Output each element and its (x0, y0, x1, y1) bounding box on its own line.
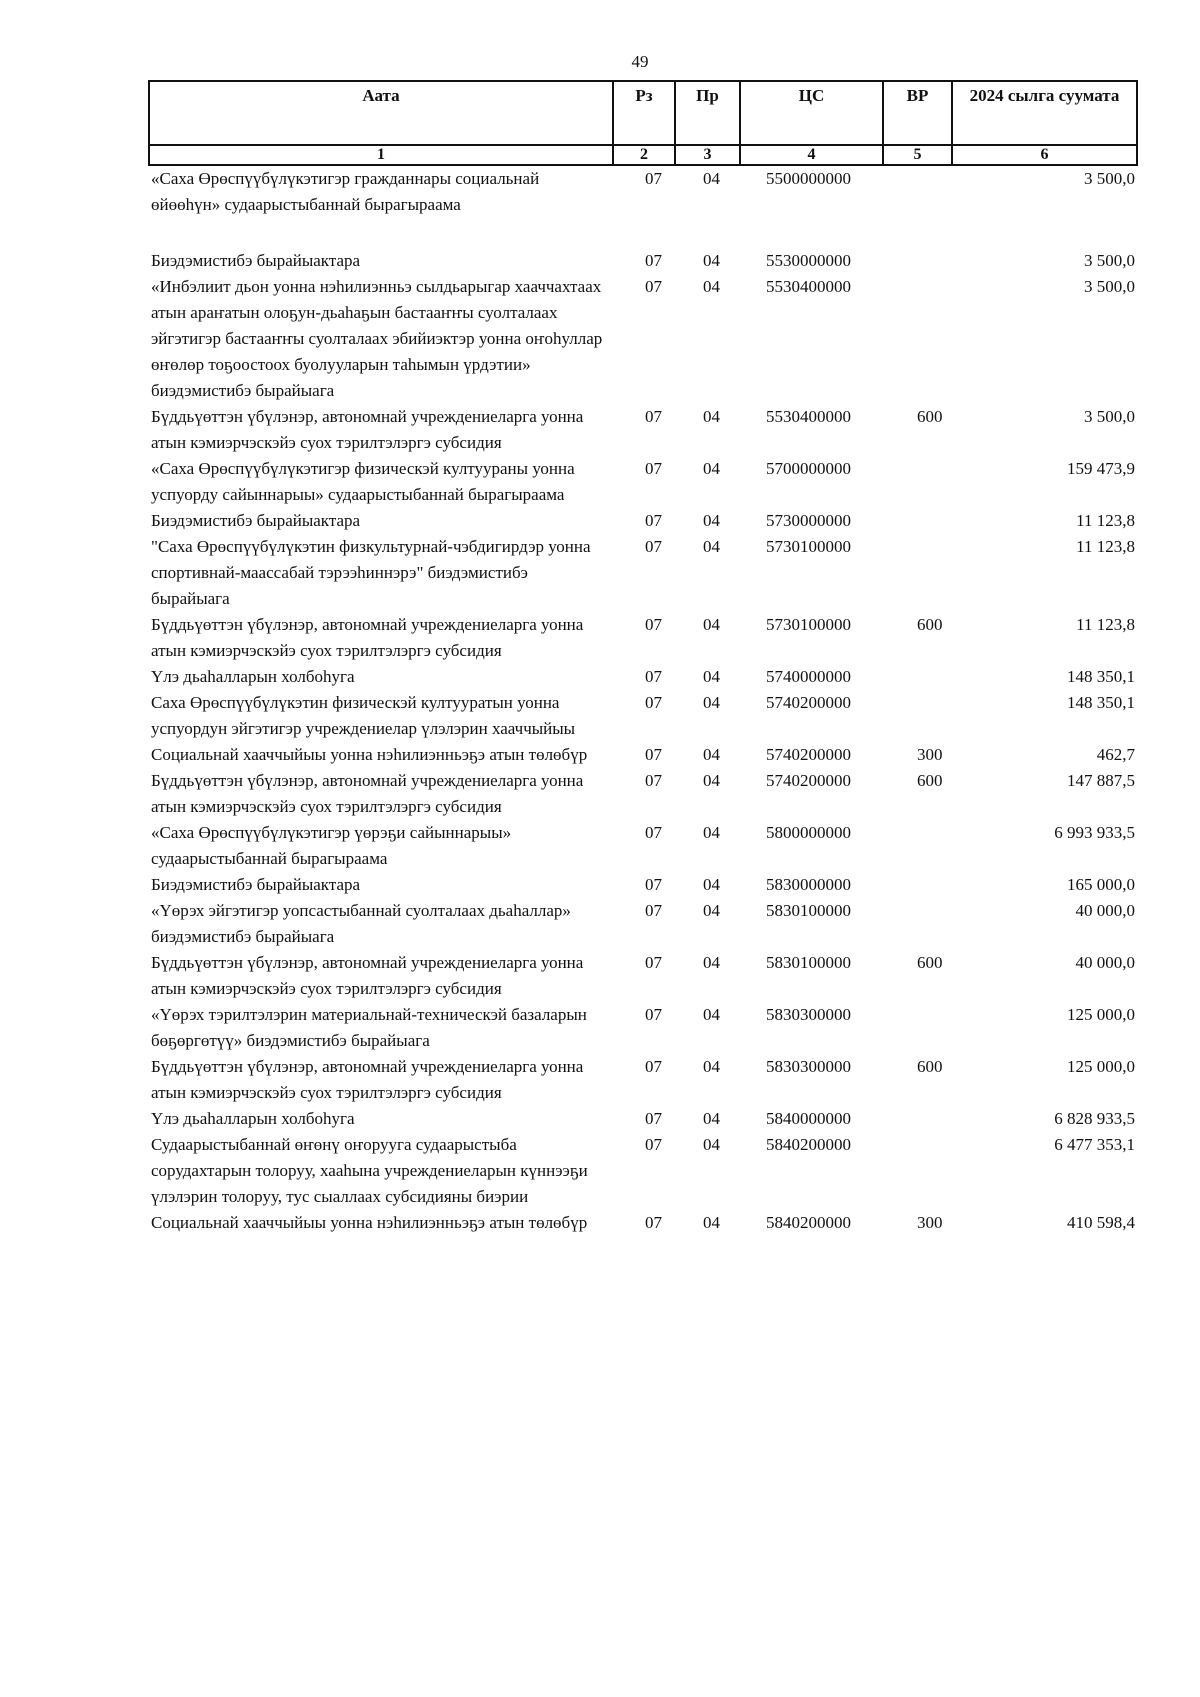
cell-amount: 40 000,0 (1075, 901, 1135, 920)
table-row (149, 248, 1137, 274)
table-row (149, 742, 1137, 768)
table-row (149, 1106, 1137, 1132)
cell-cs: 5740200000 (766, 745, 851, 764)
cell-rz: 07 (645, 1135, 662, 1154)
cell-cs: 5740000000 (766, 667, 851, 686)
cell-cs: 5730100000 (766, 537, 851, 556)
cell-pr: 04 (703, 1213, 720, 1232)
cell-name: Бүддьүөттэн үбүлэнэр, автономнай учреждениеларга уонна атын кэмиэрчэскэйэ суох тэрилтэлэргэ субсидия (151, 953, 584, 998)
table-row (149, 508, 1137, 534)
table-row (149, 768, 1137, 820)
cell-name: Бүддьүөттэн үбүлэнэр, автономнай учреждениеларга уонна атын кэмиэрчэскэйэ суох тэрилтэлэргэ субсидия (151, 771, 584, 816)
cell-name: Судаарыстыбаннай өҥөнү оҥорууга судаарыстыба сорудахтарын толоруу, хааһына учреждениеларын күннээҕи үлэлэрин толоруу, тус сыаллаах субсидияны биэрии (151, 1135, 588, 1206)
cell-cs: 5840000000 (766, 1109, 851, 1128)
table-row (149, 820, 1137, 872)
header-vr: ВР (883, 81, 952, 145)
cell-cs: 5830000000 (766, 875, 851, 894)
cell-pr: 04 (703, 953, 720, 972)
cell-pr: 04 (703, 1135, 720, 1154)
cell-pr: 04 (703, 511, 720, 530)
cell-amount: 3 500,0 (1084, 169, 1135, 188)
cell-pr: 04 (703, 251, 720, 270)
cell-amount: 125 000,0 (1067, 1057, 1135, 1076)
cell-pr: 04 (703, 901, 720, 920)
cell-rz: 07 (645, 875, 662, 894)
cell-name: Социальнай хааччыйыы уонна нэһилиэнньэҕэ атын төлөбүр (151, 1213, 588, 1232)
cell-vr (883, 664, 952, 690)
table-row (149, 1002, 1137, 1054)
cell-vr: 600 (917, 407, 943, 426)
cell-vr: 600 (917, 953, 943, 972)
cell-vr: 300 (917, 745, 943, 764)
cell-rz: 07 (645, 745, 662, 764)
cell-cs: 5500000000 (766, 169, 851, 188)
cell-vr (883, 1132, 952, 1210)
header-name: Аата (149, 81, 613, 145)
header-cs: ЦС (740, 81, 883, 145)
table-row (149, 1132, 1137, 1210)
cell-cs: 5830300000 (766, 1005, 851, 1024)
cell-cs: 5840200000 (766, 1135, 851, 1154)
cell-vr: 300 (917, 1213, 943, 1232)
cell-pr: 04 (703, 823, 720, 842)
spacer-cell (149, 218, 1137, 248)
table-row (149, 612, 1137, 664)
cell-name: «Саха Өрөспүүбүлүкэтигэр физическэй култуураны уонна успуорду сайыннарыы» судаарыстыбаннай бырагыраама (151, 459, 575, 504)
table-row (149, 690, 1137, 742)
cell-amount: 3 500,0 (1084, 251, 1135, 270)
cell-rz: 07 (645, 169, 662, 188)
cell-pr: 04 (703, 615, 720, 634)
cell-cs: 5700000000 (766, 459, 851, 478)
column-number: 4 (740, 145, 883, 165)
table-row (149, 872, 1137, 898)
cell-pr: 04 (703, 771, 720, 790)
cell-pr: 04 (703, 459, 720, 478)
table-row (149, 1210, 1137, 1236)
table-row (149, 534, 1137, 612)
cell-amount: 3 500,0 (1084, 277, 1135, 296)
cell-name: «Саха Өрөспүүбүлүкэтигэр гражданнары социальнай өйөөһүн» судаарыстыбаннай бырагыраама (151, 169, 540, 214)
cell-rz: 07 (645, 823, 662, 842)
cell-cs: 5740200000 (766, 771, 851, 790)
cell-rz: 07 (645, 1109, 662, 1128)
page-number: 49 (631, 52, 649, 71)
cell-vr (883, 508, 952, 534)
cell-rz: 07 (645, 1057, 662, 1076)
column-number: 3 (675, 145, 740, 165)
table-row (149, 898, 1137, 950)
cell-name: «Үөрэх тэрилтэлэрин материальнай-техническэй базаларын бөҕөргөтүү» биэдэмистибэ бырайыага (151, 1005, 587, 1050)
cell-amount: 3 500,0 (1084, 407, 1135, 426)
cell-rz: 07 (645, 511, 662, 530)
cell-amount: 165 000,0 (1067, 875, 1135, 894)
cell-rz: 07 (645, 537, 662, 556)
cell-rz: 07 (645, 901, 662, 920)
cell-vr (883, 534, 952, 612)
cell-vr: 600 (917, 615, 943, 634)
table-row (149, 950, 1137, 1002)
cell-vr (883, 690, 952, 742)
cell-pr: 04 (703, 169, 720, 188)
cell-rz: 07 (645, 1213, 662, 1232)
cell-cs: 5830100000 (766, 953, 851, 972)
cell-amount: 11 123,8 (1076, 615, 1135, 634)
cell-cs: 5530000000 (766, 251, 851, 270)
cell-pr: 04 (703, 667, 720, 686)
budget-table (148, 80, 1138, 1236)
cell-pr: 04 (703, 407, 720, 426)
table-row (149, 404, 1137, 456)
column-number: 5 (883, 145, 952, 165)
header-pr: Пр (675, 81, 740, 145)
cell-rz: 07 (645, 251, 662, 270)
cell-pr: 04 (703, 693, 720, 712)
cell-name: Саха Өрөспүүбүлүкэтин физическэй култууратын уонна успуордун эйгэтигэр учреждениелар үлэлэрин хааччыйыы (151, 693, 576, 738)
cell-name: Биэдэмистибэ бырайыактара (151, 251, 361, 270)
table-body (149, 165, 1137, 1236)
cell-pr: 04 (703, 1109, 720, 1128)
cell-pr: 04 (703, 277, 720, 296)
cell-amount: 40 000,0 (1075, 953, 1135, 972)
cell-pr: 04 (703, 537, 720, 556)
cell-cs: 5840200000 (766, 1213, 851, 1232)
cell-amount: 6 477 353,1 (1054, 1135, 1135, 1154)
cell-amount: 6 993 933,5 (1054, 823, 1135, 842)
cell-name: Биэдэмистибэ бырайыактара (151, 511, 361, 530)
cell-rz: 07 (645, 615, 662, 634)
cell-vr: 600 (917, 771, 943, 790)
cell-rz: 07 (645, 771, 662, 790)
row-spacer (149, 218, 1137, 248)
cell-amount: 148 350,1 (1067, 667, 1135, 686)
cell-vr (883, 274, 952, 404)
cell-name: Биэдэмистибэ бырайыактара (151, 875, 361, 894)
cell-name: «Үөрэх эйгэтигэр уопсастыбаннай суолталаах дьаһаллар» биэдэмистибэ бырайыага (151, 901, 571, 946)
cell-pr: 04 (703, 745, 720, 764)
table-row (149, 274, 1137, 404)
cell-rz: 07 (645, 667, 662, 686)
cell-rz: 07 (645, 953, 662, 972)
column-number: 2 (613, 145, 675, 165)
cell-cs: 5530400000 (766, 277, 851, 296)
cell-name: «Инбэлиит дьон уонна нэһилиэнньэ сылдьарыгар хааччахтаах атын араҥатын олоҕун-дьаһаҕын бастааҥҥы суолталаах эйгэтигэр бастааҥҥы суолталаах эбийиэктэр уонна оҥоһуллар өҥөлөр тоҕоостоох буолууларын таһымын үрдэтии» биэдэмистибэ бырайыага (151, 277, 603, 400)
table-row (149, 1054, 1137, 1106)
cell-pr: 04 (703, 1057, 720, 1076)
cell-amount: 11 123,8 (1076, 537, 1135, 556)
cell-amount: 125 000,0 (1067, 1005, 1135, 1024)
cell-vr (883, 1106, 952, 1132)
cell-vr (883, 820, 952, 872)
cell-cs: 5830100000 (766, 901, 851, 920)
cell-amount: 147 887,5 (1067, 771, 1135, 790)
cell-cs: 5730000000 (766, 511, 851, 530)
cell-name: "Саха Өрөспүүбүлүкэтин физкультурнай-чэбдигирдэр уонна спортивнай-маассабай тэрээһиннэрэ" биэдэмистибэ бырайыага (151, 537, 591, 608)
cell-amount: 410 598,4 (1067, 1213, 1135, 1232)
cell-vr (883, 248, 952, 274)
header-amount: 2024 сылга суумата (952, 81, 1137, 145)
column-number: 1 (149, 145, 613, 165)
cell-cs: 5830300000 (766, 1057, 851, 1076)
cell-cs: 5740200000 (766, 693, 851, 712)
cell-rz: 07 (645, 407, 662, 426)
cell-amount: 159 473,9 (1067, 459, 1135, 478)
cell-name: Бүддьүөттэн үбүлэнэр, автономнай учреждениеларга уонна атын кэмиэрчэскэйэ суох тэрилтэлэргэ субсидия (151, 615, 584, 660)
cell-cs: 5800000000 (766, 823, 851, 842)
cell-vr (883, 898, 952, 950)
cell-pr: 04 (703, 875, 720, 894)
table-row (149, 456, 1137, 508)
cell-name: Бүддьүөттэн үбүлэнэр, автономнай учреждениеларга уонна атын кэмиэрчэскэйэ суох тэрилтэлэргэ субсидия (151, 1057, 584, 1102)
table-row (149, 165, 1137, 218)
cell-vr (883, 456, 952, 508)
cell-name: Үлэ дьаһалларын холбоһуга (151, 667, 355, 686)
cell-amount: 6 828 933,5 (1054, 1109, 1135, 1128)
cell-amount: 148 350,1 (1067, 693, 1135, 712)
cell-cs: 5730100000 (766, 615, 851, 634)
cell-rz: 07 (645, 1005, 662, 1024)
cell-rz: 07 (645, 459, 662, 478)
cell-cs: 5530400000 (766, 407, 851, 426)
cell-vr (883, 872, 952, 898)
table-row (149, 664, 1137, 690)
cell-pr: 04 (703, 1005, 720, 1024)
cell-name: Бүддьүөттэн үбүлэнэр, автономнай учреждениеларга уонна атын кэмиэрчэскэйэ суох тэрилтэлэргэ субсидия (151, 407, 584, 452)
cell-amount: 462,7 (1096, 745, 1135, 764)
header-rz: Рз (613, 81, 675, 145)
cell-vr (883, 165, 952, 218)
cell-vr (883, 1002, 952, 1054)
cell-amount: 11 123,8 (1076, 511, 1135, 530)
cell-name: «Саха Өрөспүүбүлүкэтигэр үөрэҕи сайыннарыы» судаарыстыбаннай бырагыраама (151, 823, 512, 868)
column-number: 6 (952, 145, 1137, 165)
cell-rz: 07 (645, 693, 662, 712)
cell-vr: 600 (917, 1057, 943, 1076)
cell-rz: 07 (645, 277, 662, 296)
cell-name: Социальнай хааччыйыы уонна нэһилиэнньэҕэ атын төлөбүр (151, 745, 588, 764)
cell-name: Үлэ дьаһалларын холбоһуга (151, 1109, 355, 1128)
